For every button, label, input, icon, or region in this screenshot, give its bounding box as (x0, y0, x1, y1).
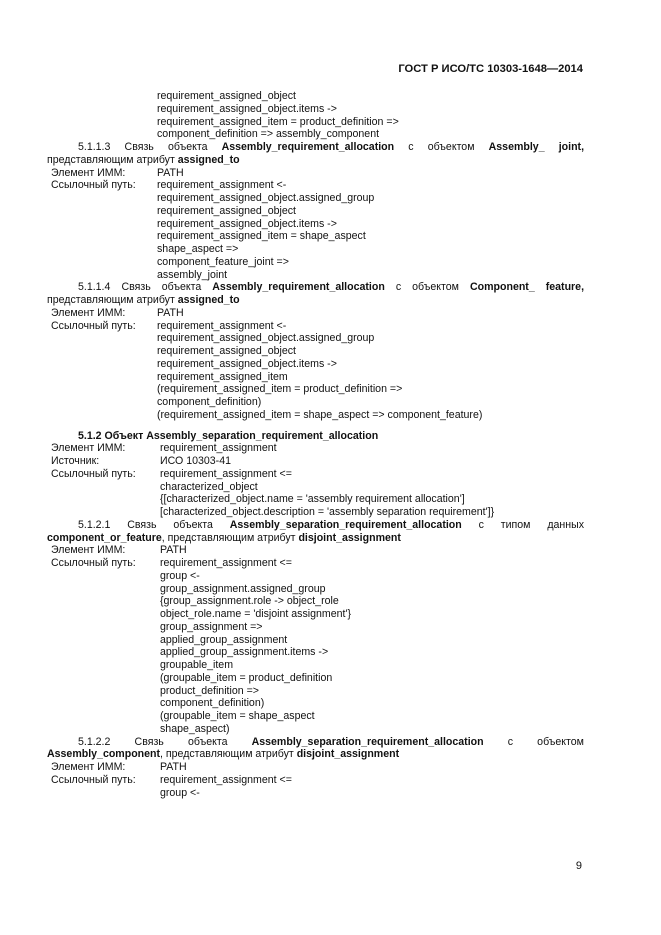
path-line: groupable_item (160, 659, 234, 671)
section-heading: 5.1.2.1 Связь объекта Assembly_separation_requirement_allocation с типом данных (78, 518, 584, 531)
path-line: requirement_assigned_item = shape_aspect (157, 230, 366, 243)
imm-element-row: Элемент ИММ: requirement_assignment (51, 442, 277, 455)
path-line: requirement_assigned_object.assigned_group (157, 332, 375, 345)
path-line: applied_group_assignment (160, 633, 288, 646)
path-line: component_definition => assembly_component (157, 128, 380, 141)
path-line: assembly_joint (157, 268, 228, 281)
imm-element-row: Элемент ИММ: PATH (51, 544, 187, 557)
section-title: 5.1.2 Объект Assembly_separation_requirement_allocation (78, 429, 379, 442)
path-line: requirement_assigned_object (157, 90, 296, 102)
section-heading: 5.1.2.2 Связь объекта Assembly_separation_requirement_allocation с объектом (78, 735, 584, 748)
reference-path-row: Ссылочный путь: requirement_assignment <= (51, 773, 292, 786)
path-line: group <- (160, 569, 200, 582)
section-5-1-1-4 (47, 281, 584, 421)
path-line: (groupable_item = product_definition (160, 671, 333, 684)
path-line: (groupable_item = shape_aspect (160, 710, 315, 722)
path-line: requirement_assigned_object.items -> (157, 102, 337, 115)
section-heading-cont: Assembly_component, представляющим атрибут disjoint_assignment (47, 748, 400, 761)
path-line: requirement_assigned_object (157, 204, 296, 217)
path-line: group_assignment.assigned_group (160, 582, 326, 595)
path-line: group_assignment => (160, 620, 263, 633)
path-line: component_feature_joint => (157, 255, 289, 268)
reference-path-row: Ссылочный путь: requirement_assignment <- (51, 179, 287, 192)
path-line: (requirement_assigned_item = product_definition => (157, 383, 403, 396)
section-heading-cont: представляющим атрибут assigned_to (47, 294, 240, 306)
section-5-1-2-2 (47, 736, 584, 800)
reference-path-row: Ссылочный путь: requirement_assignment <= (51, 557, 292, 569)
imm-element-row: Элемент ИММ: PATH (51, 306, 184, 319)
path-line: {[characterized_object.name = 'assembly requirement allocation'] (160, 493, 465, 506)
path-line: requirement_assigned_item = product_definition => (157, 115, 399, 128)
document-body (47, 90, 584, 799)
path-line: requirement_assigned_item (157, 370, 288, 383)
imm-element-row: Элемент ИММ: PATH (51, 166, 184, 179)
path-line: characterized_object (160, 480, 258, 493)
source-row: Источник: ИСО 10303-41 (51, 455, 231, 467)
section-5-1-2 (47, 430, 584, 519)
section-5-1-1-3 (47, 141, 584, 281)
section-heading: 5.1.1.4 Связь объекта Assembly_requirement_allocation с объектом Component_ feature, (78, 281, 585, 294)
section-5-1-2-1 (47, 519, 584, 736)
path-line: requirement_assigned_object.items -> (157, 357, 337, 370)
path-line: component_definition) (160, 697, 265, 710)
reference-path-row: Ссылочный путь: requirement_assignment <- (51, 319, 287, 332)
path-line: requirement_assigned_object.assigned_group (157, 192, 375, 204)
imm-element-row: Элемент ИММ: PATH (51, 761, 187, 773)
path-line: shape_aspect) (160, 722, 230, 735)
section-heading-cont: component_or_feature, представляющим атрибут disjoint_assignment (47, 531, 401, 544)
reference-path-row: Ссылочный путь: requirement_assignment <= (51, 467, 292, 480)
path-line: requirement_assigned_object (157, 345, 296, 357)
path-line: object_role.name = 'disjoint assignment'} (160, 608, 352, 620)
page-number: 9 (575, 860, 582, 872)
document-header: ГОСТ Р ИСО/ТС 10303-1648—2014 (398, 63, 583, 75)
path-line: group <- (160, 786, 200, 799)
continued-path (47, 90, 584, 141)
path-line: [characterized_object.description = 'assembly separation requirement']} (160, 506, 495, 518)
path-line: requirement_assigned_object.items -> (157, 217, 337, 230)
path-line: product_definition => (160, 684, 259, 697)
section-heading: 5.1.1.3 Связь объекта Assembly_requirement_allocation с объектом Assembly_ joint, (78, 141, 585, 153)
section-heading-cont: представляющим атрибут assigned_to (47, 153, 240, 166)
path-line: (requirement_assigned_item = shape_aspect => component_feature) (157, 408, 483, 421)
path-line: {group_assignment.role -> object_role (160, 595, 339, 608)
path-line: component_definition) (157, 396, 262, 408)
path-line: applied_group_assignment.items -> (160, 646, 329, 659)
path-line: shape_aspect => (157, 243, 239, 255)
